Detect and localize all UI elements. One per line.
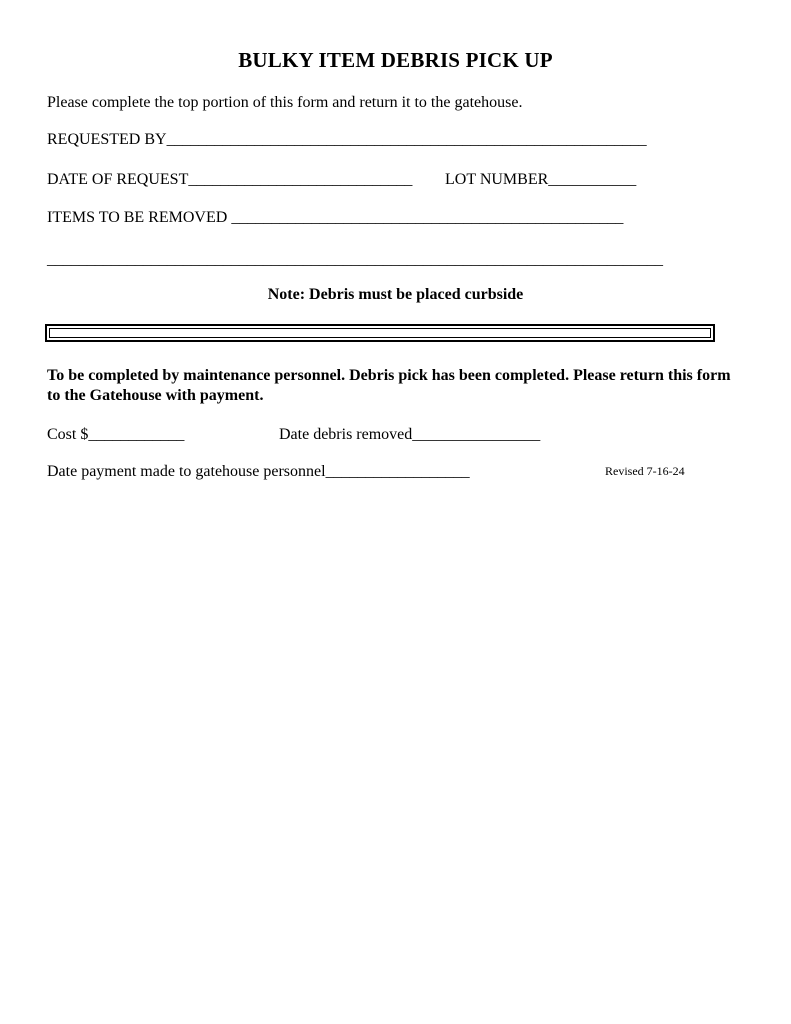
items-field[interactable]: _________________________________________________	[231, 209, 624, 226]
revised-date: Revised 7-16-24	[605, 464, 685, 478]
note-text: Note: Debris must be placed curbside	[267, 286, 524, 303]
lot-number-label: LOT NUMBER	[445, 171, 549, 188]
date-removed-field[interactable]: ________________	[412, 426, 541, 443]
section-divider-inner	[49, 328, 711, 338]
items-field-line2[interactable]: _____________________________________________________________________________	[47, 251, 663, 268]
date-removed-label: Date debris removed	[279, 426, 413, 443]
requested-by-row	[47, 130, 647, 150]
cost-field[interactable]: ____________	[88, 426, 185, 443]
section-divider	[45, 324, 715, 342]
date-removed-row	[279, 425, 540, 445]
requested-by-label: REQUESTED BY	[47, 131, 167, 148]
requested-by-field[interactable]: ____________________________________________________________	[166, 131, 647, 148]
date-payment-label: Date payment made to gatehouse personnel	[47, 463, 326, 480]
date-of-request-field[interactable]: ____________________________	[188, 171, 413, 188]
cost-row	[47, 425, 184, 445]
items-row	[47, 208, 623, 228]
lot-number-field[interactable]: ___________	[548, 171, 637, 188]
instructions-text: Please complete the top portion of this form and return it to the gatehouse.	[47, 94, 523, 111]
lot-number-row	[445, 170, 636, 190]
date-of-request-label: DATE OF REQUEST	[47, 171, 189, 188]
cost-label: Cost $	[47, 426, 89, 443]
form-title: BULKY ITEM DEBRIS PICK UP	[238, 48, 553, 72]
date-payment-field[interactable]: __________________	[325, 463, 470, 480]
date-payment-row	[47, 462, 470, 482]
maintenance-paragraph: To be completed by maintenance personnel. Debris pick has been completed. Please return this form to the Gatehouse with payment.	[47, 367, 731, 404]
items-label: ITEMS TO BE REMOVED	[47, 209, 228, 226]
date-of-request-row	[47, 170, 412, 190]
